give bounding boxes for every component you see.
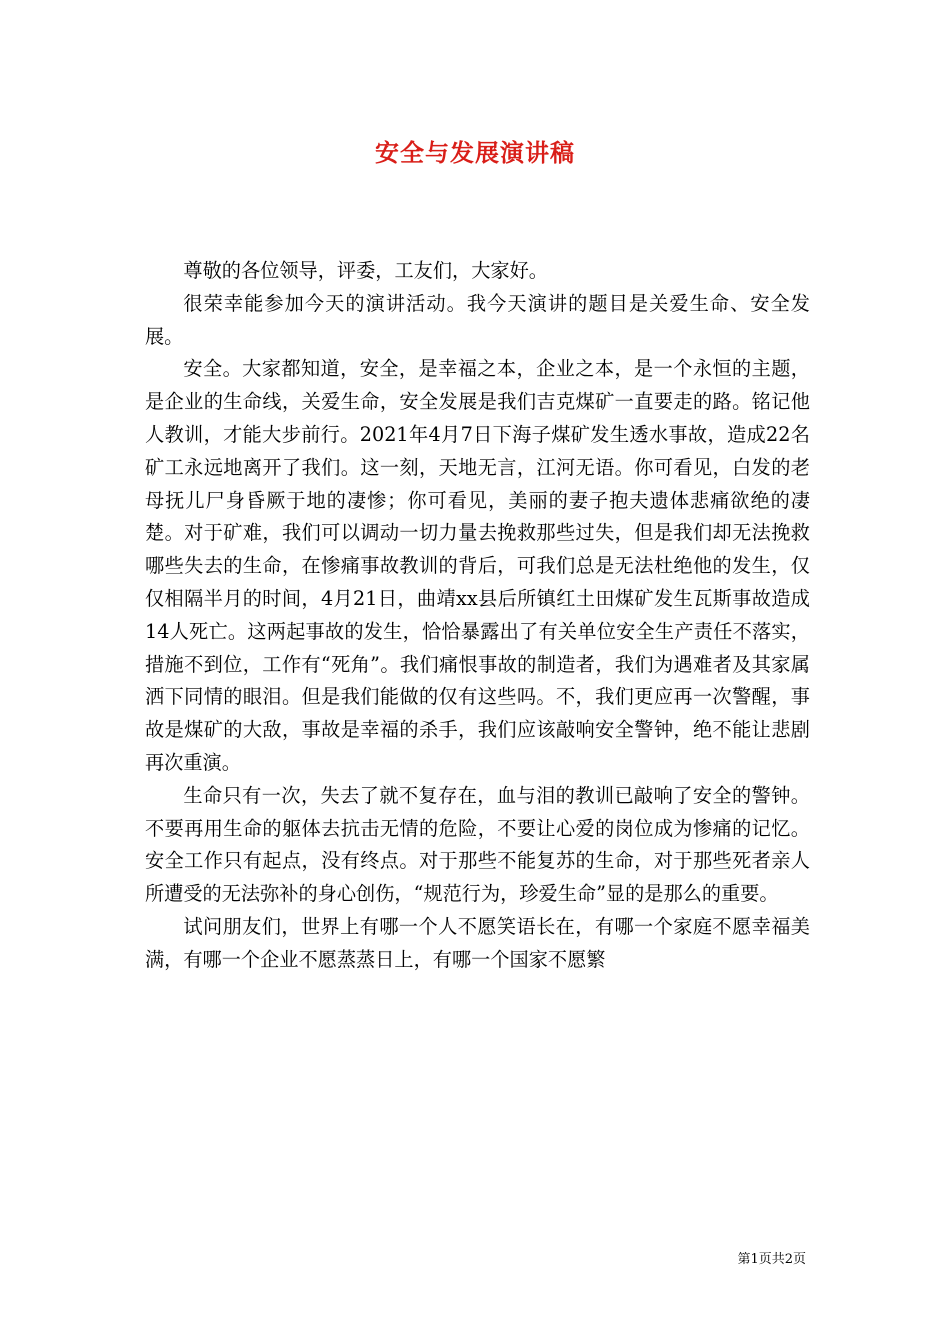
- paragraph-life: 生命只有一次，失去了就不复存在，血与泪的教训已敲响了安全的警钟。不要再用生命的躯体去抗击无情的危险，不要让心爱的岗位成为惨痛的记忆。安全工作只有起点，没有终点。对于那些不能复苏的生命，对于那些死者亲人所遭受的无法弥补的身心创伤，“规范行为，珍爱生命”显的是那么的重要。: [145, 783, 810, 906]
- paragraph-intro: 很荣幸能参加今天的演讲活动。我今天演讲的题目是关爱生命、安全发展。: [145, 291, 810, 348]
- document-title: 安全与发展演讲稿: [375, 138, 575, 167]
- document-body: [145, 255, 810, 977]
- page-number: 第1页共2页: [737, 1252, 806, 1267]
- paragraph-safety: 安全。大家都知道，安全，是幸福之本，企业之本，是一个永恒的主题，是企业的生命线，关爱生命，安全发展是我们吉克煤矿一直要走的路。铭记他人教训，才能大步前行。2021年4月7日下海子煤矿发生透水事故，造成22名矿工永远地离开了我们。这一刻，天地无言，江河无语。你可看见，白发的老母抚儿尸身昏厥于地的凄惨；你可看见，美丽的妻子抱夫遗体悲痛欲绝的凄楚。对于矿难，我们可以调动一切力量去挽救那些过失，但是我们却无法挽救哪些失去的生命，在惨痛事故教训的背后，可我们总是无法杜绝他的发生，仅仅相隔半月的时间，4月21日，曲靖xx县后所镇红土田煤矿发生瓦斯事故造成14人死亡。这两起事故的发生，恰恰暴露出了有关单位安全生产责任不落实，措施不到位，工作有“死角”。我们痛恨事故的制造者，我们为遇难者及其家属洒下同情的眼泪。但是我们能做的仅有这些吗。不，我们更应再一次警醒，事故是煤矿的大敌，事故是幸福的杀手，我们应该敲响安全警钟，绝不能让悲剧再次重演。: [145, 357, 810, 774]
- paragraph-greeting: 尊敬的各位领导，评委，工友们，大家好。: [183, 259, 548, 282]
- paragraph-question: 试问朋友们，世界上有哪一个人不愿笑语长在，有哪一个家庭不愿幸福美满，有哪一个企业不愿蒸蒸日上，有哪一个国家不愿繁: [145, 914, 810, 971]
